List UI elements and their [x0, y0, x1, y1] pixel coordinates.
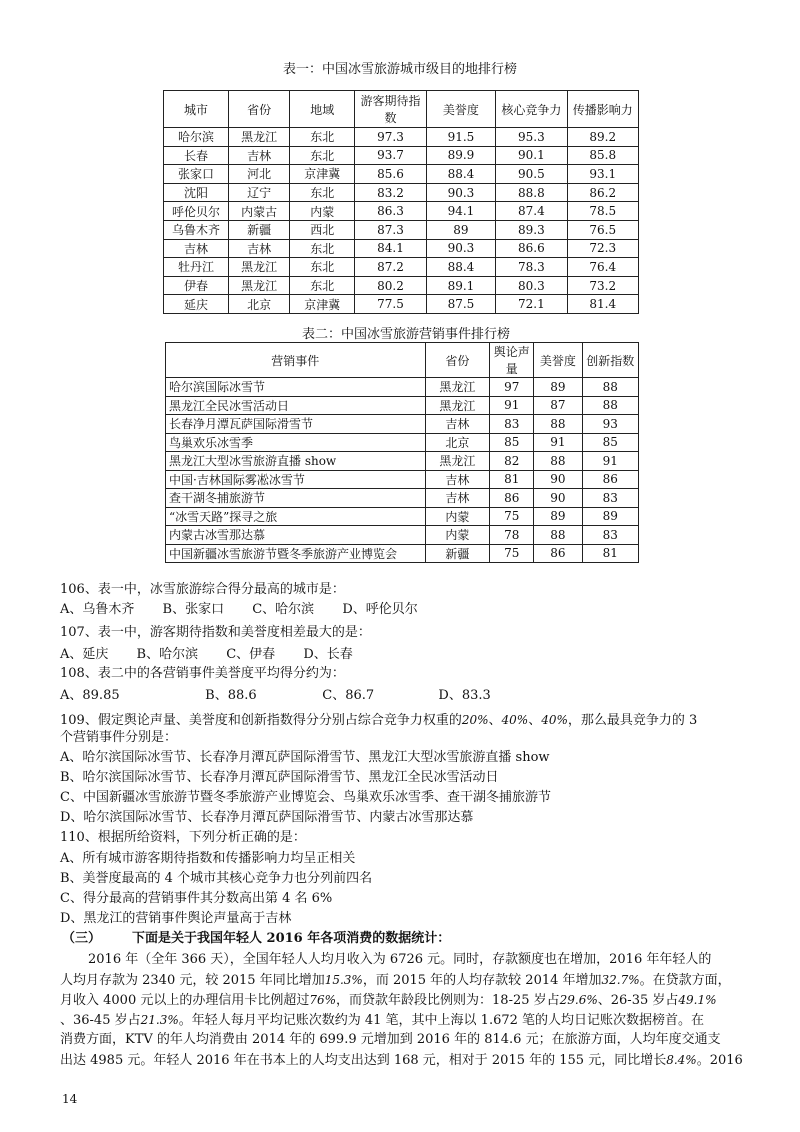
table1-cell: 新疆: [229, 220, 290, 239]
table1-cell: 哈尔滨: [164, 128, 229, 147]
table1-cell: 黑龙江: [229, 258, 290, 277]
table2-cell: 黑龙江: [425, 378, 490, 397]
text: 。年轻人每月平均记账次数约为 41 笔，其中上海以 1.672 笔的人均日记账次数据榜首。在: [178, 1013, 705, 1028]
table1-cell: 吉林: [229, 239, 290, 258]
table1-cell: 78.3: [496, 258, 567, 277]
table2-cell: 黑龙江: [425, 452, 490, 471]
table2-cell: 88: [534, 452, 582, 471]
table1-cell: 西北: [290, 220, 355, 239]
table2-cell: 黑龙江全民冰雪活动日: [166, 396, 426, 415]
section-heading: [62, 929, 752, 949]
table1-cell: 黑龙江: [229, 128, 290, 147]
table1-cell: 76.5: [567, 220, 638, 239]
percent-value: 49.1%: [678, 993, 717, 1007]
page-number: 14: [62, 1092, 78, 1106]
table2-cell: 90: [534, 489, 582, 508]
table2-cell: 中国·吉林国际雾凇冰雪节: [166, 470, 426, 489]
table1-cell: 长春: [164, 146, 229, 165]
table1-cell: 东北: [290, 239, 355, 258]
table1-cell: 76.4: [567, 258, 638, 277]
table1-cell: 河北: [229, 165, 290, 184]
text: 人均月存款为 2340 元，较 2015 年同比增加: [60, 973, 325, 988]
option: A、89.85: [60, 688, 120, 703]
table1-header: 传播影响力: [567, 91, 638, 128]
table1-row: [164, 165, 639, 184]
table2-cell: 内蒙: [425, 507, 490, 526]
table2-cell: 89: [534, 507, 582, 526]
table1-cell: 87.3: [355, 220, 426, 239]
option: D、长春: [303, 647, 353, 662]
table1-cell: 89.9: [426, 146, 495, 165]
table1-cell: 伊春: [164, 276, 229, 295]
table2-cell: 88: [534, 526, 582, 545]
table1: [163, 90, 639, 314]
section-title: 下面是关于我国年轻人 2016 年各项消费的数据统计：: [132, 931, 451, 946]
option: B、张家口: [162, 602, 225, 617]
table1-header-row: [164, 91, 639, 128]
question-107-options: [60, 645, 750, 665]
option: B、88.6: [205, 688, 257, 703]
option: C、中国新疆冰雪旅游节暨冬季旅游产业博览会、鸟巢欢乐冰雪季、查干湖冬捕旅游节: [60, 790, 551, 805]
table2-cell: 86: [582, 470, 638, 489]
table2-row: [166, 378, 639, 397]
table2-cell: 吉林: [425, 415, 490, 434]
table1-row: [164, 220, 639, 239]
table2-cell: 83: [490, 415, 534, 434]
table2-cell: “冰雪天路”探寻之旅: [166, 507, 426, 526]
table2-cell: 吉林: [425, 470, 490, 489]
table1-cell: 86.6: [496, 239, 567, 258]
table1-cell: 97.3: [355, 128, 426, 147]
table2-row: [166, 433, 639, 452]
table2-header: 营销事件: [166, 343, 426, 378]
option: A、延庆: [60, 647, 109, 662]
table2-cell: 查干湖冬捕旅游节: [166, 489, 426, 508]
table2-cell: 吉林: [425, 489, 490, 508]
table1-cell: 85.6: [355, 165, 426, 184]
table1-cell: 北京: [229, 295, 290, 314]
paragraph-line: 2016 年（全年 366 天），全国年轻人人均月收入为 6726 元。同时，存款额度也在增加，2016 年年轻人的: [88, 952, 712, 967]
table2-cell: 黑龙江: [425, 396, 490, 415]
table1-row: [164, 183, 639, 202]
table1-cell: 东北: [290, 276, 355, 295]
option: C、得分最高的营销事件其分数高出第 4 名 6%: [60, 891, 333, 906]
question-107-stem: 107、表一中，游客期待指数和美誉度相差最大的是：: [60, 625, 371, 640]
table1-cell: 89: [426, 220, 495, 239]
percent-value: 8.4%: [666, 1053, 697, 1067]
table1-cell: 88.4: [426, 258, 495, 277]
table1-row: [164, 202, 639, 221]
table1-cell: 93.1: [567, 165, 638, 184]
table1-header: 美誉度: [426, 91, 495, 128]
option: C、哈尔滨: [252, 602, 315, 617]
table1-cell: 东北: [290, 128, 355, 147]
table2-cell: 91: [534, 433, 582, 452]
table2-cell: 新疆: [425, 544, 490, 563]
weight-3: 40%: [541, 713, 568, 727]
table1-cell: 95.3: [496, 128, 567, 147]
weight-1: 20%: [461, 713, 489, 727]
option: D、黑龙江的营销事件舆论声量高于吉林: [60, 911, 292, 926]
table1-cell: 80.3: [496, 276, 567, 295]
table1-cell: 吉林: [164, 239, 229, 258]
table2-cell: 87: [534, 396, 582, 415]
table1-cell: 84.1: [355, 239, 426, 258]
table1-cell: 乌鲁木齐: [164, 220, 229, 239]
table1-row: [164, 128, 639, 147]
table1-cell: 京津冀: [290, 295, 355, 314]
table2: [165, 342, 639, 563]
table1-cell: 91.5: [426, 128, 495, 147]
table2-cell: 81: [490, 470, 534, 489]
table1-cell: 77.5: [355, 295, 426, 314]
table1-cell: 90.1: [496, 146, 567, 165]
table1-cell: 89.1: [426, 276, 495, 295]
table1-cell: 78.5: [567, 202, 638, 221]
table2-cell: 黑龙江大型冰雪旅游直播 show: [166, 452, 426, 471]
paragraph-line: [60, 1050, 750, 1071]
percent-value: 76%: [309, 993, 337, 1007]
table2-row: [166, 544, 639, 563]
table2-cell: 83: [582, 526, 638, 545]
table2-cell: 78: [490, 526, 534, 545]
section-label: （三）: [62, 931, 102, 946]
option: D、哈尔滨国际冰雪节、长春净月潭瓦萨国际滑雪节、内蒙古冰雪那达慕: [60, 810, 474, 825]
table1-header: 城市: [164, 91, 229, 128]
table1-cell: 73.2: [567, 276, 638, 295]
question-106-options: [60, 600, 750, 620]
table1-cell: 内蒙古: [229, 202, 290, 221]
table2-cell: 北京: [425, 433, 490, 452]
percent-value: 21.3%: [140, 1013, 179, 1027]
table1-cell: 延庆: [164, 295, 229, 314]
separator: 、: [488, 713, 502, 728]
option: A、哈尔滨国际冰雪节、长春净月潭瓦萨国际滑雪节、黑龙江大型冰雪旅游直播 show: [60, 750, 550, 765]
text: 。2016: [696, 1053, 743, 1068]
text: 。在贷款方面，: [639, 973, 731, 988]
table1-cell: 沈阳: [164, 183, 229, 202]
table1-cell: 85.8: [567, 146, 638, 165]
table2-row: [166, 507, 639, 526]
table1-row: [164, 276, 639, 295]
table2-header: 创新指数: [582, 343, 638, 378]
table2-cell: 91: [490, 396, 534, 415]
table2-cell: 长春净月潭瓦萨国际滑雪节: [166, 415, 426, 434]
paragraph-line: [60, 990, 750, 1011]
table1-cell: 张家口: [164, 165, 229, 184]
table2-cell: 88: [582, 378, 638, 397]
table1-cell: 87.4: [496, 202, 567, 221]
table2-cell: 85: [490, 433, 534, 452]
table1-row: [164, 146, 639, 165]
table1-row: [164, 258, 639, 277]
question-106-stem: 106、表一中，冰雪旅游综合得分最高的城市是：: [60, 582, 345, 597]
table1-cell: 东北: [290, 183, 355, 202]
question-110-stem: 110、根据所给资料，下列分析正确的是：: [60, 830, 306, 845]
table1-row: [164, 295, 639, 314]
table2-cell: 鸟巢欢乐冰雪季: [166, 433, 426, 452]
table2-cell: 75: [490, 544, 534, 563]
table2-cell: 内蒙古冰雪那达慕: [166, 526, 426, 545]
table2-cell: 86: [534, 544, 582, 563]
table1-cell: 80.2: [355, 276, 426, 295]
table1-header: 省份: [229, 91, 290, 128]
table2-row: [166, 526, 639, 545]
paragraph-line: [60, 970, 750, 991]
table1-cell: 86.3: [355, 202, 426, 221]
table2-header: 美誉度: [534, 343, 582, 378]
option: B、哈尔滨国际冰雪节、长春净月潭瓦萨国际滑雪节、黑龙江全民冰雪活动日: [60, 770, 499, 785]
table1-cell: 72.3: [567, 239, 638, 258]
table1-header: 地域: [290, 91, 355, 128]
table1-cell: 87.2: [355, 258, 426, 277]
table1-cell: 90.5: [496, 165, 567, 184]
table2-row: [166, 489, 639, 508]
table1-title: 表一：中国冰雪旅游城市级目的地排行榜: [282, 62, 517, 77]
table1-cell: 京津冀: [290, 165, 355, 184]
table1-row: [164, 239, 639, 258]
table1-cell: 东北: [290, 258, 355, 277]
table2-cell: 91: [582, 452, 638, 471]
text: ，而 2015 年的人均存款较 2014 年增加: [362, 973, 602, 988]
table2-cell: 89: [534, 378, 582, 397]
table2-cell: 中国新疆冰雪旅游节暨冬季旅游产业博览会: [166, 544, 426, 563]
table1-cell: 83.2: [355, 183, 426, 202]
table2-cell: 75: [490, 507, 534, 526]
option: A、乌鲁木齐: [60, 602, 135, 617]
table1-cell: 黑龙江: [229, 276, 290, 295]
table2-row: [166, 415, 639, 434]
text: ，而贷款年龄段比例则为：18-25 岁占: [336, 993, 560, 1008]
stem-text: 109、假定舆论声量、美誉度和创新指数得分分别占综合竞争力权重的: [60, 713, 462, 728]
table2-cell: 93: [582, 415, 638, 434]
question-108-stem: 108、表二中的各营销事件美誉度平均得分约为：: [60, 666, 345, 681]
question-109-stem-cont: 个营销事件分别是：: [60, 730, 178, 745]
table2-cell: 89: [582, 507, 638, 526]
table2-cell: 83: [582, 489, 638, 508]
weight-2: 40%: [501, 713, 529, 727]
option: C、86.7: [322, 688, 375, 703]
table1-cell: 86.2: [567, 183, 638, 202]
table2-cell: 85: [582, 433, 638, 452]
table2-header: 舆论声量: [490, 343, 534, 378]
table1-cell: 呼伦贝尔: [164, 202, 229, 221]
table1-cell: 93.7: [355, 146, 426, 165]
table1-cell: 牡丹江: [164, 258, 229, 277]
table2-cell: 97: [490, 378, 534, 397]
question-108-options: [60, 686, 750, 706]
table2-cell: 81: [582, 544, 638, 563]
text: 月收入 4000 元以上的办理信用卡比例超过: [60, 993, 310, 1008]
table1-cell: 94.1: [426, 202, 495, 221]
table1-cell: 72.1: [496, 295, 567, 314]
table1-cell: 东北: [290, 146, 355, 165]
table2-row: [166, 470, 639, 489]
table2-title: 表二：中国冰雪旅游营销事件排行榜: [301, 327, 510, 342]
text: 、36-45 岁占: [60, 1013, 141, 1028]
table2-cell: 哈尔滨国际冰雪节: [166, 378, 426, 397]
table2-header-row: [166, 343, 639, 378]
table1-cell: 87.5: [426, 295, 495, 314]
table2-cell: 90: [534, 470, 582, 489]
stem-text: ，那么最具竞争力的 3: [567, 713, 698, 728]
table2-header: 省份: [425, 343, 490, 378]
table2-row: [166, 452, 639, 471]
option: A、所有城市游客期待指数和传播影响力均呈正相关: [60, 851, 356, 866]
table2-cell: 内蒙: [425, 526, 490, 545]
table2-cell: 88: [582, 396, 638, 415]
table2-cell: 88: [534, 415, 582, 434]
table2-cell: 86: [490, 489, 534, 508]
table1-header: 核心竞争力: [496, 91, 567, 128]
table1-cell: 88.8: [496, 183, 567, 202]
table1-cell: 吉林: [229, 146, 290, 165]
separator: 、: [528, 713, 542, 728]
option: D、呼伦贝尔: [342, 602, 418, 617]
table1-cell: 89.3: [496, 220, 567, 239]
table1-header: 游客期待指数: [355, 91, 426, 128]
percent-value: 29.6%: [559, 993, 598, 1007]
table1-cell: 89.2: [567, 128, 638, 147]
table1-cell: 90.3: [426, 183, 495, 202]
percent-value: 32.7%: [601, 973, 640, 987]
option: C、伊春: [226, 647, 276, 662]
option: B、美誉度最高的 4 个城市其核心竞争力也分列前四名: [60, 871, 373, 886]
text: 、26-35 岁占: [597, 993, 679, 1008]
table2-cell: 82: [490, 452, 534, 471]
table1-cell: 内蒙: [290, 202, 355, 221]
table1-cell: 辽宁: [229, 183, 290, 202]
table1-cell: 81.4: [567, 295, 638, 314]
paragraph-line: 消费方面，KTV 的年人均消费由 2014 年的 699.9 元增加到 2016 年的 814.6 元；在旅游方面，人均年度交通支: [60, 1032, 721, 1047]
table1-cell: 88.4: [426, 165, 495, 184]
option: D、83.3: [438, 688, 491, 703]
paragraph-line: [60, 1010, 750, 1031]
option: B、哈尔滨: [136, 647, 199, 662]
percent-value: 15.3%: [324, 973, 363, 987]
table2-row: [166, 396, 639, 415]
text: 出达 4985 元。年轻人 2016 年在书本上的人均支出达到 168 元，相对于 2015 年的 155 元，同比增长: [60, 1053, 667, 1068]
table1-cell: 90.3: [426, 239, 495, 258]
